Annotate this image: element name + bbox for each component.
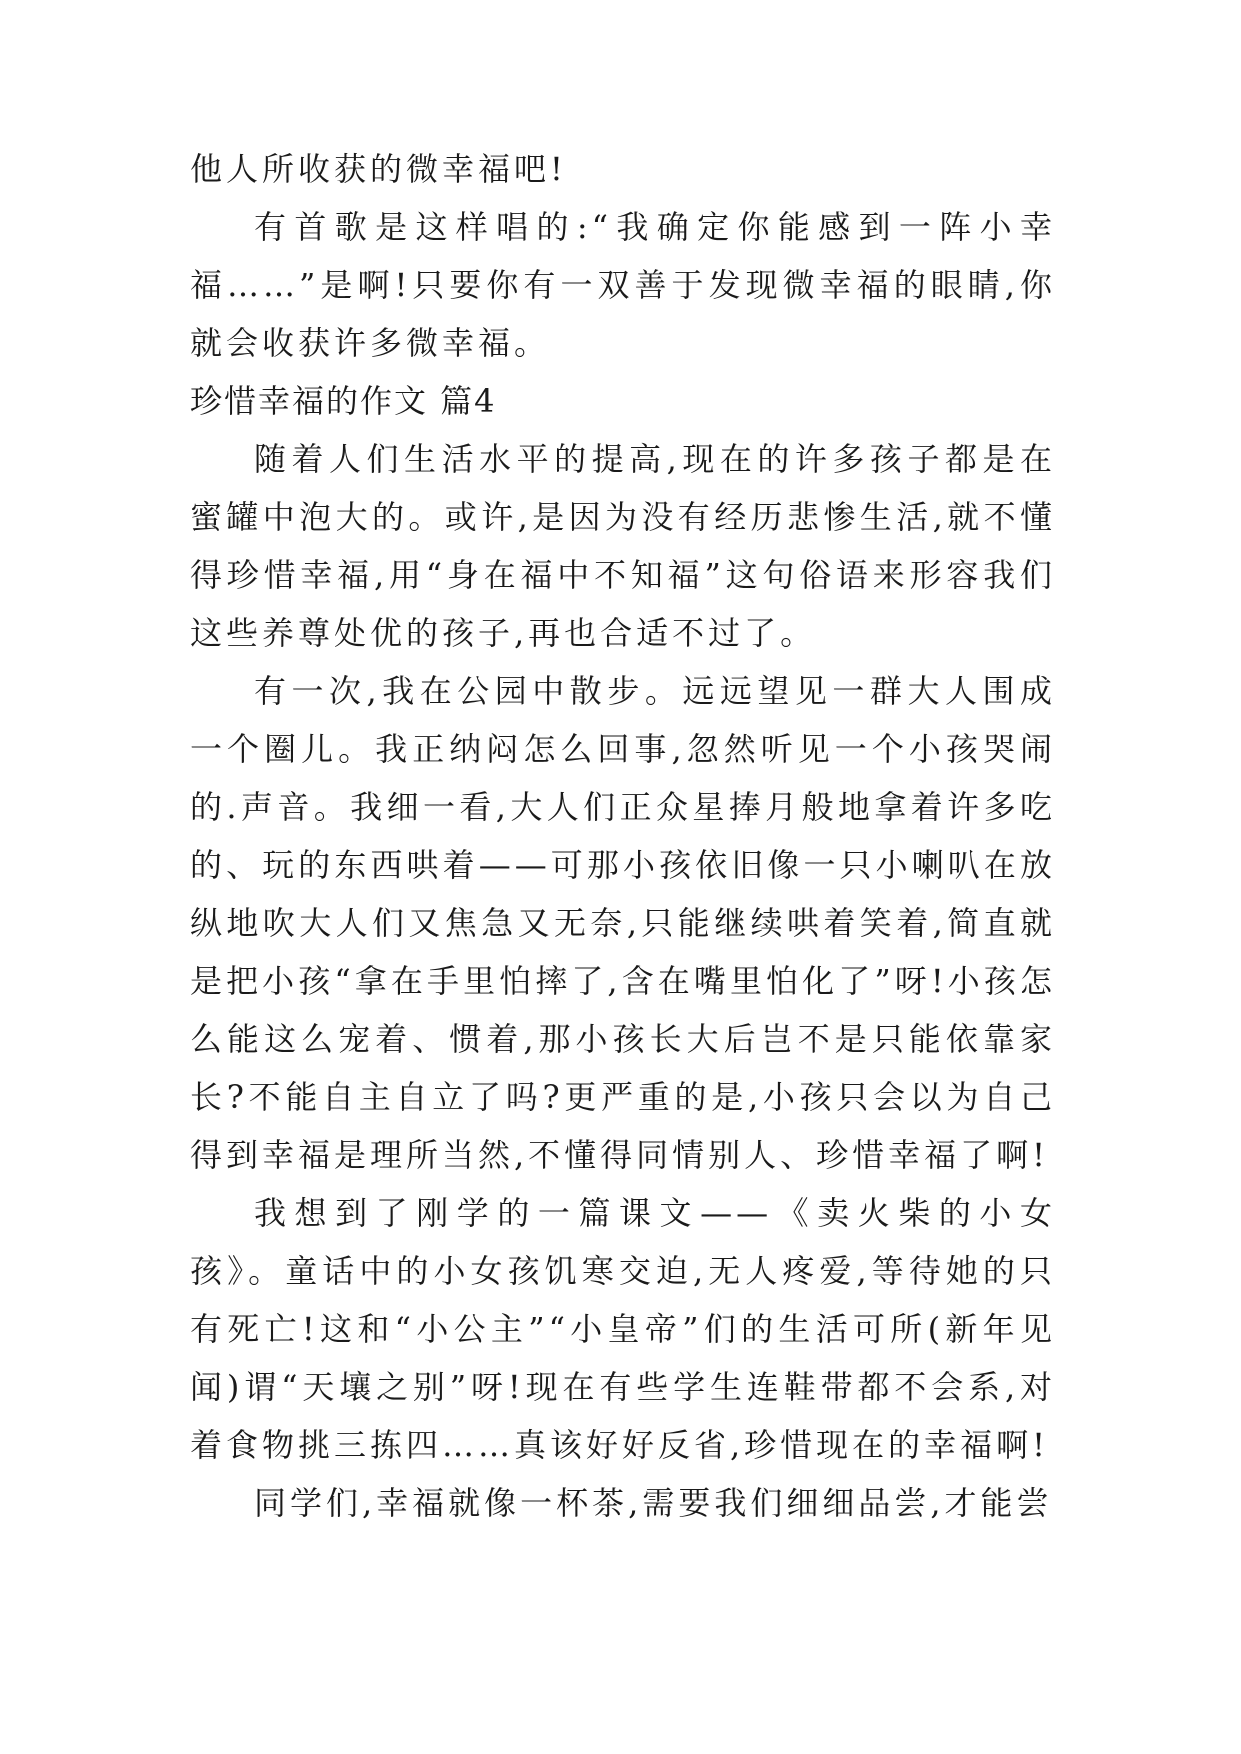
section-heading: 珍惜幸福的作文 篇4: [190, 382, 497, 420]
paragraph-4: 同学们,幸福就像一杯茶,需要我们细细品尝,才能尝: [254, 1484, 1053, 1522]
continuation-text: 他人所收获的微幸福吧!: [190, 150, 567, 188]
paragraph-song: 有首歌是这样唱的:“我确定你能感到一阵小幸福……”是啊!只要你有一双善于发现微幸福的眼睛,你就会收获许多微幸福。: [190, 208, 1056, 362]
paragraph-2: 有一次,我在公园中散步。远远望见一群大人围成一个圈儿。我正纳闷怎么回事,忽然听见一个小孩哭闹的.声音。我细一看,大人们正众星捧月般地拿着许多吃的、玩的东西哄着——可那小孩依旧像一只小喇叭在放纵地吹大人们又焦急又无奈,只能继续哄着笑着,简直就是把小孩“拿在手里怕摔了,含在嘴里怕化了”呀!小孩怎么能这么宠着、惯着,那小孩长大后岂不是只能依靠家长?不能自主自立了吗?更严重的是,小孩只会以为自己得到幸福是理所当然,不懂得同情别人、珍惜幸福了啊!: [190, 672, 1056, 1174]
document-page: [190, 140, 1056, 1532]
paragraph-1: 随着人们生活水平的提高,现在的许多孩子都是在蜜罐中泡大的。或许,是因为没有经历悲惨生活,就不懂得珍惜幸福,用“身在福中不知福”这句俗语来形容我们这些养尊处优的孩子,再也合适不过了。: [190, 440, 1056, 652]
paragraph-3: 我想到了刚学的一篇课文——《卖火柴的小女孩》。童话中的小女孩饥寒交迫,无人疼爱,等待她的只有死亡!这和“小公主”“小皇帝”们的生活可所(新年见闻)谓“天壤之别”呀!现在有些学生连鞋带都不会系,对着食物挑三拣四……真该好好反省,珍惜现在的幸福啊!: [190, 1194, 1056, 1464]
